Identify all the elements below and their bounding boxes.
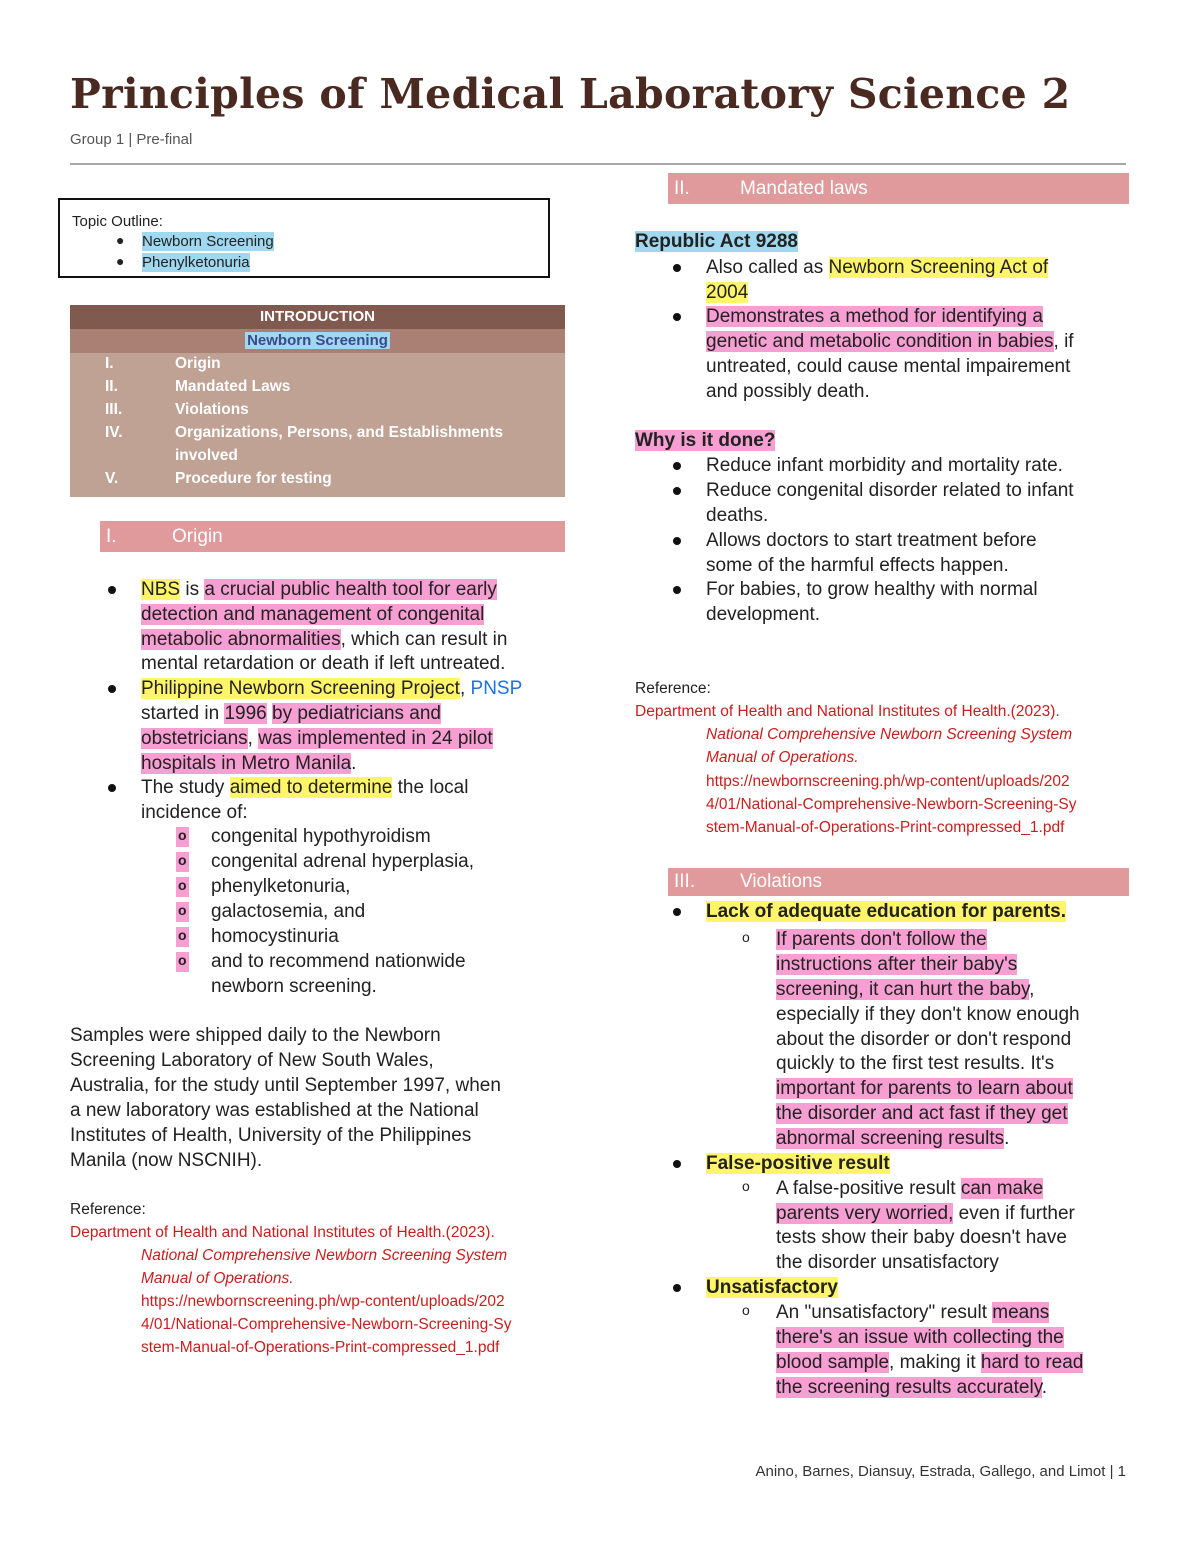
- violation-text: An "unsatisfactory" result means: [776, 1302, 1050, 1323]
- sub-bullet-icon: o: [742, 1302, 750, 1318]
- violation-text: blood sample, making it hard to read: [776, 1352, 1084, 1373]
- reference-citation: Department of Health and National Institutes of Health.(2023).: [70, 1224, 495, 1241]
- header-divider: [70, 163, 1126, 165]
- introduction-box: [70, 305, 565, 497]
- page-title: Principles of Medical Laboratory Science 2: [70, 70, 1071, 118]
- sub-bullet-icon: o: [178, 902, 187, 918]
- reason-line: Allows doctors to start treatment before: [706, 530, 1037, 551]
- introduction-subheading-bar: [70, 329, 565, 353]
- page-subtitle: Group 1 | Pre-final: [70, 131, 193, 148]
- bullet-icon: [673, 487, 681, 495]
- reference-link[interactable]: https://newbornscreening.ph/wp-content/uploads/202: [141, 1293, 505, 1310]
- bullet-icon: [673, 537, 681, 545]
- violation-text: the screening results accurately.: [776, 1377, 1048, 1398]
- section-header-origin: [100, 521, 565, 552]
- bullet-icon: [108, 784, 116, 792]
- incidence-item: congenital hypothyroidism: [211, 826, 431, 847]
- reason-line: some of the harmful effects happen.: [706, 555, 1009, 576]
- section-title: Violations: [740, 871, 823, 892]
- intro-item-text: Violations: [175, 401, 249, 418]
- origin-bullet-2-line-1: Philippine Newborn Screening Project, PNSP: [141, 678, 523, 699]
- sub-bullet-icon: o: [178, 952, 187, 968]
- reference-label: Reference:: [70, 1201, 146, 1218]
- violation-heading: False-positive result: [706, 1153, 890, 1174]
- section-number: III.: [674, 871, 696, 892]
- mandated-bullet-1-line-2: 2004: [706, 282, 749, 303]
- origin-bullet-3-line-2: incidence of:: [141, 802, 248, 823]
- intro-item-text: Organizations, Persons, and Establishments: [175, 424, 504, 441]
- origin-paragraph-line: a new laboratory was established at the National: [70, 1100, 479, 1121]
- origin-paragraph-line: Institutes of Health, University of the Philippines: [70, 1125, 472, 1146]
- origin-bullet-1-line-3: metabolic abnormalities, which can result in: [141, 629, 508, 650]
- origin-paragraph-line: Australia, for the study until September 1997, when: [70, 1075, 501, 1096]
- sub-bullet-icon: o: [178, 877, 187, 893]
- sub-bullet-icon: o: [742, 1178, 750, 1194]
- violation-text: important for parents to learn about: [776, 1078, 1073, 1099]
- violation-text: the disorder unsatisfactory: [776, 1252, 999, 1273]
- bullet-icon: [673, 908, 681, 916]
- reference-link[interactable]: 4/01/National-Comprehensive-Newborn-Screening-Sy: [706, 796, 1077, 813]
- reference-title: Manual of Operations.: [141, 1270, 294, 1287]
- incidence-item: newborn screening.: [211, 976, 377, 997]
- violation-heading: Unsatisfactory: [706, 1277, 838, 1298]
- violation-text: tests show their baby doesn't have: [776, 1227, 1067, 1248]
- bullet-icon: [673, 462, 681, 470]
- mandated-bullet-2-line-3: untreated, could cause mental impairement: [706, 356, 1071, 377]
- sub-bullet-icon: o: [742, 929, 750, 945]
- violation-text: quickly to the first test results. It's: [776, 1053, 1055, 1074]
- bullet-icon: ●: [116, 232, 125, 248]
- incidence-item: phenylketonuria,: [211, 876, 351, 897]
- bullet-icon: [673, 586, 681, 594]
- section-title: Origin: [172, 526, 223, 547]
- page-footer: Anino, Barnes, Diansuy, Estrada, Gallego, and Limot | 1: [755, 1463, 1126, 1480]
- topic-outline-label: Topic Outline:: [72, 213, 163, 230]
- intro-item-number: V.: [105, 470, 119, 487]
- reference-link[interactable]: stem-Manual-of-Operations-Print-compressed_1.pdf: [706, 819, 1065, 836]
- reason-line: deaths.: [706, 505, 769, 526]
- republic-act-heading: Republic Act 9288: [635, 231, 798, 252]
- bullet-icon: [108, 586, 116, 594]
- origin-bullet-3-line-1: The study aimed to determine the local: [141, 777, 469, 798]
- incidence-item: and to recommend nationwide: [211, 951, 466, 972]
- reason-line: development.: [706, 604, 821, 625]
- intro-item-text: Procedure for testing: [175, 470, 332, 487]
- intro-item-text: Origin: [175, 355, 221, 372]
- bullet-icon: [673, 1160, 681, 1168]
- violation-text: the disorder and act fast if they get: [776, 1103, 1068, 1124]
- intro-item-number: IV.: [105, 424, 123, 441]
- origin-bullet-2-line-4: hospitals in Metro Manila.: [141, 753, 357, 774]
- intro-item-text: involved: [175, 447, 238, 464]
- introduction-subheading: Newborn Screening: [247, 332, 388, 349]
- mandated-bullet-2-line-1: Demonstrates a method for identifying a: [706, 306, 1043, 327]
- sub-bullet-icon: o: [178, 852, 187, 868]
- origin-paragraph-line: Samples were shipped daily to the Newborn: [70, 1025, 441, 1046]
- violation-text: about the disorder or don't respond: [776, 1029, 1072, 1050]
- reason-line: Reduce infant morbidity and mortality rate.: [706, 455, 1063, 476]
- violation-text: parents very worried, even if further: [776, 1203, 1075, 1224]
- bullet-icon: [673, 264, 681, 272]
- origin-bullet-1-line-1: NBS is a crucial public health tool for early: [141, 579, 497, 600]
- reference-citation: Department of Health and National Institutes of Health.(2023).: [635, 703, 1060, 720]
- bullet-icon: [673, 1284, 681, 1292]
- section-header-violations: [668, 868, 1129, 896]
- violation-text: A false-positive result can make: [776, 1178, 1044, 1199]
- why-heading: Why is it done?: [635, 430, 776, 451]
- reference-title: National Comprehensive Newborn Screening System: [141, 1247, 508, 1264]
- intro-item-number: III.: [105, 401, 123, 418]
- violation-text: screening, it can hurt the baby,: [776, 979, 1035, 1000]
- origin-bullet-1-line-4: mental retardation or death if left untreated.: [141, 653, 506, 674]
- reference-link[interactable]: stem-Manual-of-Operations-Print-compressed_1.pdf: [141, 1339, 500, 1356]
- bullet-icon: ●: [116, 253, 125, 269]
- incidence-item: galactosemia, and: [211, 901, 366, 922]
- intro-item-number: II.: [105, 378, 118, 395]
- violation-text: there's an issue with collecting the: [776, 1327, 1064, 1348]
- violation-text: abnormal screening results.: [776, 1128, 1010, 1149]
- bullet-icon: [673, 313, 681, 321]
- reference-title: Manual of Operations.: [706, 749, 859, 766]
- outline-item-newborn-screening: Newborn Screening: [142, 233, 274, 250]
- section-title: Mandated laws: [740, 178, 868, 199]
- section-number: II.: [674, 178, 690, 199]
- reference-link[interactable]: https://newbornscreening.ph/wp-content/uploads/202: [706, 773, 1070, 790]
- intro-item-number: I.: [105, 355, 114, 372]
- introduction-heading: INTRODUCTION: [70, 305, 565, 329]
- outline-item-phenylketonuria: Phenylketonuria: [142, 254, 250, 271]
- reference-title: National Comprehensive Newborn Screening System: [706, 726, 1073, 743]
- reference-link[interactable]: 4/01/National-Comprehensive-Newborn-Screening-Sy: [141, 1316, 512, 1333]
- origin-bullet-2-line-2: started in 1996 by pediatricians and: [141, 703, 441, 724]
- reference-label: Reference:: [635, 680, 711, 697]
- origin-paragraph-line: Manila (now NSCNIH).: [70, 1150, 263, 1171]
- section-number: I.: [106, 526, 117, 547]
- mandated-bullet-2-line-2: genetic and metabolic condition in babies, if: [706, 331, 1074, 352]
- incidence-item: congenital adrenal hyperplasia,: [211, 851, 475, 872]
- section-header-mandated-laws: [668, 173, 1129, 204]
- mandated-bullet-2-line-4: and possibly death.: [706, 381, 870, 402]
- intro-item-text: Mandated Laws: [175, 378, 291, 395]
- topic-outline-box: [58, 198, 550, 278]
- reason-line: For babies, to grow healthy with normal: [706, 579, 1038, 600]
- reason-line: Reduce congenital disorder related to infant: [706, 480, 1074, 501]
- violation-text: especially if they don't know enough: [776, 1004, 1080, 1025]
- origin-bullet-2-line-3: obstetricians, was implemented in 24 pilot: [141, 728, 493, 749]
- sub-bullet-icon: o: [178, 927, 187, 943]
- origin-bullet-1-line-2: detection and management of congenital: [141, 604, 485, 625]
- bullet-icon: [108, 685, 116, 693]
- incidence-item: homocystinuria: [211, 926, 339, 947]
- sub-bullet-icon: o: [178, 827, 187, 843]
- violation-text: If parents don't follow the: [776, 929, 987, 950]
- origin-paragraph-line: Screening Laboratory of New South Wales,: [70, 1050, 434, 1071]
- violation-text: instructions after their baby's: [776, 954, 1018, 975]
- mandated-bullet-1-line-1: Also called as Newborn Screening Act of: [706, 257, 1049, 278]
- violation-heading: Lack of adequate education for parents.: [706, 901, 1067, 922]
